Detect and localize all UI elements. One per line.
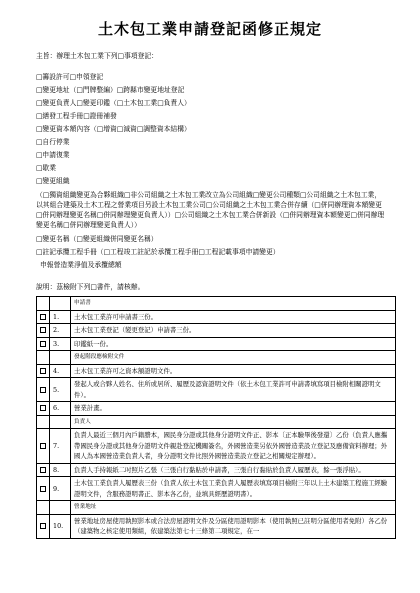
row-text: 印鑑紙一份。 bbox=[71, 337, 396, 351]
table-row bbox=[37, 337, 396, 351]
table-row bbox=[37, 310, 396, 324]
number-cell bbox=[50, 351, 71, 365]
checkbox-cell[interactable] bbox=[37, 310, 50, 324]
number-cell bbox=[50, 297, 71, 311]
table-header-cell: 申請書 bbox=[71, 297, 396, 311]
table-row bbox=[37, 463, 396, 477]
table-row bbox=[37, 351, 396, 365]
row-checkbox[interactable] bbox=[40, 368, 46, 374]
note-line: 說明：茲檢附下列□書件，請核辦。 bbox=[36, 283, 145, 291]
row-checkbox[interactable] bbox=[40, 387, 46, 393]
table-row bbox=[37, 402, 396, 416]
row-number: 5. bbox=[50, 378, 71, 402]
checkbox-cell bbox=[37, 415, 50, 429]
checkbox-cell[interactable] bbox=[37, 429, 50, 464]
checkbox-cell[interactable] bbox=[37, 463, 50, 477]
row-checkbox[interactable] bbox=[40, 341, 46, 347]
item-handbook: □繕發工程手冊□證冊補發 bbox=[36, 112, 117, 120]
checkbox-cell[interactable] bbox=[37, 477, 50, 501]
item-responsible-change: □變更負責人□變更印鑑（□土木包工業□負責人） bbox=[36, 99, 191, 107]
row-number: 3. bbox=[50, 337, 71, 351]
section-label: 營業地址 bbox=[71, 501, 396, 515]
row-number: 9. bbox=[50, 477, 71, 501]
row-text: 負責人最近三個月內戶籍謄本，國民身分證或其他身分證明文件正、影本〔正本驗畢後發還〕乙份（負責人應攜帶國民身分證或其他身分證明文件親赴登記機關簽名，外國營造業另依外國營造業設立登記及應備資料辦理；外國人為本國營造業負責人者，身分證明文件比照外國營造業設立登記之相關規定辦理）。 bbox=[71, 429, 396, 464]
table-row bbox=[37, 514, 396, 538]
checkbox-cell[interactable] bbox=[37, 324, 50, 338]
item-capital-change: □變更資本額內容（□增資□減資□調整資本結構） bbox=[36, 125, 191, 133]
row-checkbox[interactable] bbox=[40, 486, 46, 492]
row-number: 8. bbox=[50, 463, 71, 477]
row-number: 1. bbox=[50, 310, 71, 324]
table-row bbox=[37, 501, 396, 515]
item-name-change: □變更名稱（□變更組織併同變更名稱） bbox=[36, 235, 158, 243]
number-cell bbox=[50, 415, 71, 429]
row-checkbox[interactable] bbox=[40, 327, 46, 333]
checkbox-cell bbox=[37, 297, 50, 311]
checkbox-cell[interactable] bbox=[37, 514, 50, 538]
row-text: 負責人手持報紙二吋照片乙張（三張自行黏貼於申請書，三張自行黏貼於負責人履歷表，餘一張浮貼）。 bbox=[71, 463, 396, 477]
item-address-change: □變更地址（□門牌整編）□跨縣市變更地址登記 bbox=[36, 86, 185, 94]
row-text: 土木包工業登記（變更登記）申請書三份。 bbox=[71, 324, 396, 338]
table-row bbox=[37, 429, 396, 464]
section-label: 發起階段應檢附文件 bbox=[71, 351, 396, 365]
row-text: 營業地址房屋使用執照影本或合法房屋證明文件及分區使用證明影本（使用執照已註明分區使用者免附）各乙份（建築物之核定使用類組，依建築法第七十三條第二項規定，在一 bbox=[71, 514, 396, 538]
row-number: 2. bbox=[50, 324, 71, 338]
row-checkbox[interactable] bbox=[40, 467, 46, 473]
subject-line: 主旨：辦理土木包工業下列□事項登記： bbox=[36, 52, 158, 60]
checkbox-cell[interactable] bbox=[37, 337, 50, 351]
table-row bbox=[37, 415, 396, 429]
item-resume: □申請復業 bbox=[36, 151, 70, 159]
table-row bbox=[37, 324, 396, 338]
row-checkbox[interactable] bbox=[40, 314, 46, 320]
table-row bbox=[37, 477, 396, 501]
checkbox-cell[interactable] bbox=[37, 402, 50, 416]
row-number: 7. bbox=[50, 429, 71, 464]
number-cell bbox=[50, 501, 71, 515]
row-number: 10. bbox=[50, 514, 71, 538]
row-number: 6. bbox=[50, 402, 71, 416]
checkbox-cell bbox=[37, 501, 50, 515]
row-text: 營業計畫。 bbox=[71, 402, 396, 416]
checkbox-cell[interactable] bbox=[37, 378, 50, 402]
row-checkbox[interactable] bbox=[40, 443, 46, 449]
checkbox-cell[interactable] bbox=[37, 364, 50, 378]
org-change-detail: （□獨資組織變更為合夥組織□非公司組織之土木包工業改立為公司組織□變更公司種類□公司組織之土木包工業，以其組合建築及土木工程之營業項目另設土木包工業公司□公司組織之土木包工業合併存續（□併同辦理資本額變更□併同辦理變更名稱□併同辦理變更負責人））□公司組織之土木包工業合併新設（□併同辦理資本額變更□併同辦理變更名稱□併同辦理變更負責人）） bbox=[36, 191, 385, 229]
table-row bbox=[37, 297, 396, 311]
row-number: 4. bbox=[50, 364, 71, 378]
item-suspend: □自行停業 bbox=[36, 138, 70, 146]
item-close: □歇業 bbox=[36, 164, 57, 172]
required-documents-table bbox=[36, 296, 396, 539]
row-text: 土木包工業許可之資本額證明文件。 bbox=[71, 364, 396, 378]
table-row bbox=[37, 378, 396, 402]
row-checkbox[interactable] bbox=[40, 405, 46, 411]
row-text: 土木包工業許可申請書三份。 bbox=[71, 310, 396, 324]
document-title: 土木包工業申請登記函修正規定 bbox=[97, 20, 322, 38]
section-label: 負責人 bbox=[71, 415, 396, 429]
item-net-worth-report: 申報營造業淨值及承攬總額 bbox=[40, 261, 122, 269]
checkbox-cell bbox=[37, 351, 50, 365]
item-handbook-annotation: □註記承攬工程手冊（□工程竣工註記於承攬工程手冊□工程記載事項申請變更） bbox=[36, 248, 280, 256]
row-text: 發起人或合夥人姓名、住所或居所、履歷及認資證明文件（依土木包工業許可申請書填寫項目檢附相關證明文件）。 bbox=[71, 378, 396, 402]
item-org-change: □變更組織 bbox=[36, 177, 70, 185]
item-establishment: □籌設許可□申領登記 bbox=[36, 73, 104, 81]
table-row bbox=[37, 364, 396, 378]
row-checkbox[interactable] bbox=[40, 523, 46, 529]
row-text: 土木包工業負責人履歷表三份（負責人依土木包工業負責人履歷表填寫項目檢附三年以上土木建築工程施工經驗證明文件，含服務證明書正、影本各乙份，並填具經歷證明書）。 bbox=[71, 477, 396, 501]
